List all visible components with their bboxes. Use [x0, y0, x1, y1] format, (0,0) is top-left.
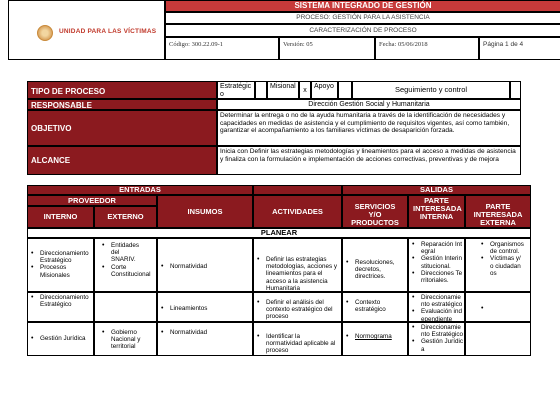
- list-item: • Entidades del SNARIV.: [111, 242, 136, 264]
- list-item: • Resoluciones, decretos, directrices.: [355, 259, 407, 281]
- list-item: • Organismos de control.: [490, 241, 524, 255]
- row3-parte-interna-list: [409, 324, 464, 353]
- row1-externo-list: [95, 242, 156, 278]
- list-item: • Contexto estratégico: [355, 299, 397, 313]
- list-item: • Normatividad: [170, 263, 252, 270]
- tipo-label: TIPO DE PROCESO: [31, 87, 106, 96]
- row3-externo-list: [95, 329, 156, 351]
- tipo-estrategico: Estratégico: [220, 83, 252, 98]
- doc-title: [165, 24, 560, 37]
- planear-label: PLANEAR: [260, 228, 298, 237]
- row3-interno-list: [28, 335, 93, 342]
- responsable-value: Dirección Gestión Social y Humanitaria: [308, 101, 430, 108]
- row1-servicios: [342, 238, 408, 292]
- list-item: • Definir las estrategias metodologías, acciones y lineamientos para el acceso a la asistencia Humanitaria: [266, 256, 339, 292]
- row3-insumos-list: [158, 329, 252, 336]
- list-item: • Procesos Misionales: [40, 264, 93, 278]
- parte-externa-header: [465, 195, 531, 228]
- list-item: • Direccionamiento Estratégico: [40, 294, 93, 308]
- process-title-text: PROCESO: GESTIÓN PARA LA ASISTENCIA: [296, 14, 430, 21]
- row2-insumos: [157, 292, 253, 322]
- list-item: • Gestión Jurídica: [421, 338, 463, 352]
- alcance-value-cell: [217, 146, 521, 175]
- row2-insumos-list: [158, 305, 252, 312]
- header-logo-cell: [8, 0, 165, 60]
- list-item: • Víctimas y/o ciudadanos: [490, 255, 524, 277]
- row1-insumos: [157, 238, 253, 292]
- row3-insumos: [157, 322, 253, 356]
- servicios-label: SERVICIOS Y/O PRODUCTOS: [351, 202, 399, 227]
- list-item: • Gobierno Nacional y territorial: [111, 329, 152, 351]
- list-item: • Direccionamiento estratégico: [421, 294, 463, 308]
- row3-actividad-list: [254, 333, 341, 355]
- insumos-label: INSUMOS: [187, 207, 223, 216]
- tipo-estrategico-cell: [217, 81, 255, 99]
- row2-parte-externa: [465, 292, 531, 322]
- tipo-empty-2: [338, 81, 352, 99]
- externo-header: [94, 206, 157, 228]
- list-item: • Corte Constitucional: [111, 264, 136, 278]
- codigo-cell: [165, 37, 279, 60]
- system-title-text: SISTEMA INTEGRADO DE GESTIÓN: [294, 1, 432, 10]
- normograma-link[interactable]: • Normograma: [355, 333, 407, 340]
- objetivo-label-cell: [27, 110, 217, 146]
- doc-title-text: CARACTERIZACIÓN DE PROCESO: [309, 27, 417, 34]
- actividades-header: [253, 195, 342, 228]
- list-item: • Reparación Integral: [421, 241, 463, 255]
- objetivo-value: Determinar la entrega o no de la ayuda humanitaria a través de la identificación de necesidades y capacidades en medidas de asistencia y el cumplimiento de requisitos vigentes, así como también, garantizar el acompañamiento a los familiares víctimas de desaparición forzada.: [220, 112, 510, 135]
- externo-label: EXTERNO: [107, 212, 144, 221]
- responsable-label-cell: [27, 99, 217, 110]
- row1-insumos-list: [158, 263, 252, 270]
- alcance-label: ALCANCE: [31, 156, 71, 165]
- row2-externo: [94, 292, 157, 322]
- objetivo-label: OBJETIVO: [31, 124, 72, 133]
- tipo-empty-1: [255, 81, 267, 99]
- tipo-misional-cell: [267, 81, 299, 99]
- tipo-checkmark: x: [303, 87, 307, 94]
- parte-interna-header: [408, 195, 465, 228]
- logo-text: UNIDAD PARA LAS VÍCTIMAS: [59, 28, 157, 35]
- proveedor-header: [27, 195, 157, 206]
- list-item: • Evaluación independiente: [421, 308, 463, 322]
- parte-externa-label: PARTE INTERESADA EXTERNA: [473, 202, 523, 227]
- fecha-cell: [375, 37, 479, 60]
- list-item: • Normatividad: [170, 329, 252, 336]
- row2-actividad: [253, 292, 342, 322]
- row2-parte-interna-list: [409, 294, 464, 323]
- list-item: • Direcciones Territoriales.: [421, 270, 463, 284]
- version-text: Versión: 05: [283, 41, 313, 48]
- row1-parte-externa-list: [466, 241, 530, 277]
- row2-interno: [27, 292, 94, 322]
- tipo-apoyo-cell: [311, 81, 338, 99]
- row1-parte-interna-list: [409, 241, 464, 284]
- row3-actividad: [253, 322, 342, 356]
- actividades-header-top: [253, 185, 342, 195]
- row1-servicios-list: [343, 259, 407, 281]
- row2-servicios-list: [343, 299, 407, 313]
- objetivo-value-cell: [217, 110, 521, 146]
- actividades-label: ACTIVIDADES: [272, 207, 323, 216]
- tipo-label-cell: [27, 81, 217, 99]
- list-item: • Gestión Jurídica: [40, 335, 93, 342]
- row1-interno: [27, 238, 94, 292]
- row1-externo: [94, 238, 157, 292]
- row1-actividad-list: [254, 256, 341, 292]
- version-cell: [279, 37, 375, 60]
- interno-label: INTERNO: [43, 212, 78, 221]
- list-item: • Gestión Interinstitucional.: [421, 255, 463, 269]
- pagina-text: Página 1 de 4: [483, 41, 524, 48]
- row1-interno-list: [28, 250, 93, 279]
- row2-actividad-list: [254, 299, 341, 321]
- tipo-seguimiento: Seguimiento y control: [394, 85, 468, 94]
- responsable-label: RESPONSABLE: [31, 101, 92, 110]
- fecha-text: Fecha: 05/06/2018: [379, 41, 428, 48]
- alcance-value: Inicia con Definir las estrategias metodologías y lineamientos para el acceso a medidas de asistencia y finaliza con la formulación e implementación de acciones correctivas, preventivas y de mejora: [220, 148, 516, 163]
- tipo-empty-3: [510, 81, 521, 99]
- tipo-seguimiento-cell: [352, 81, 510, 99]
- row1-actividad: [253, 238, 342, 292]
- planear-row: [27, 228, 531, 238]
- process-title: [165, 12, 560, 24]
- tipo-misional: Misional: [270, 83, 296, 90]
- system-title: [165, 0, 560, 12]
- row3-parte-externa: [465, 322, 531, 356]
- row3-servicios: [342, 322, 408, 356]
- seal-icon: [37, 25, 53, 41]
- list-item: • Direccionamiento Estratégico: [40, 250, 93, 264]
- salidas-header: [342, 185, 531, 195]
- proveedor-label: PROVEEDOR: [68, 196, 116, 205]
- tipo-x-cell: [299, 81, 311, 99]
- insumos-header: [157, 195, 253, 228]
- entradas-header: [27, 185, 253, 195]
- list-item: • Lineamientos: [170, 305, 252, 312]
- interno-header: [27, 206, 94, 228]
- entradas-label: ENTRADAS: [119, 185, 161, 194]
- row2-servicios: [342, 292, 408, 322]
- row1-parte-interna: [408, 238, 465, 292]
- row3-externo: [94, 322, 157, 356]
- alcance-label-cell: [27, 146, 217, 175]
- list-item: • Identificar la normatividad aplicable al proceso: [266, 333, 337, 355]
- codigo-text: Código: 300.22.09-1: [169, 41, 223, 48]
- row2-interno-list: [28, 294, 93, 308]
- list-item: • Definir el análisis del contexto estratégico del proceso: [266, 299, 339, 321]
- list-item: • Direccionamiento Estratégico: [421, 324, 463, 338]
- row3-parte-interna: [408, 322, 465, 356]
- servicios-header: [342, 195, 408, 228]
- tipo-apoyo: Apoyo: [314, 83, 334, 90]
- row3-servicios-list: [343, 333, 407, 340]
- row3-interno: [27, 322, 94, 356]
- row1-parte-externa: [465, 238, 531, 292]
- parte-interna-label: PARTE INTERESADA INTERNA: [413, 196, 462, 221]
- pagina-cell: [479, 37, 560, 60]
- salidas-label: SALIDAS: [420, 185, 453, 194]
- responsable-value-cell: [217, 99, 521, 110]
- row2-parte-interna: [408, 292, 465, 322]
